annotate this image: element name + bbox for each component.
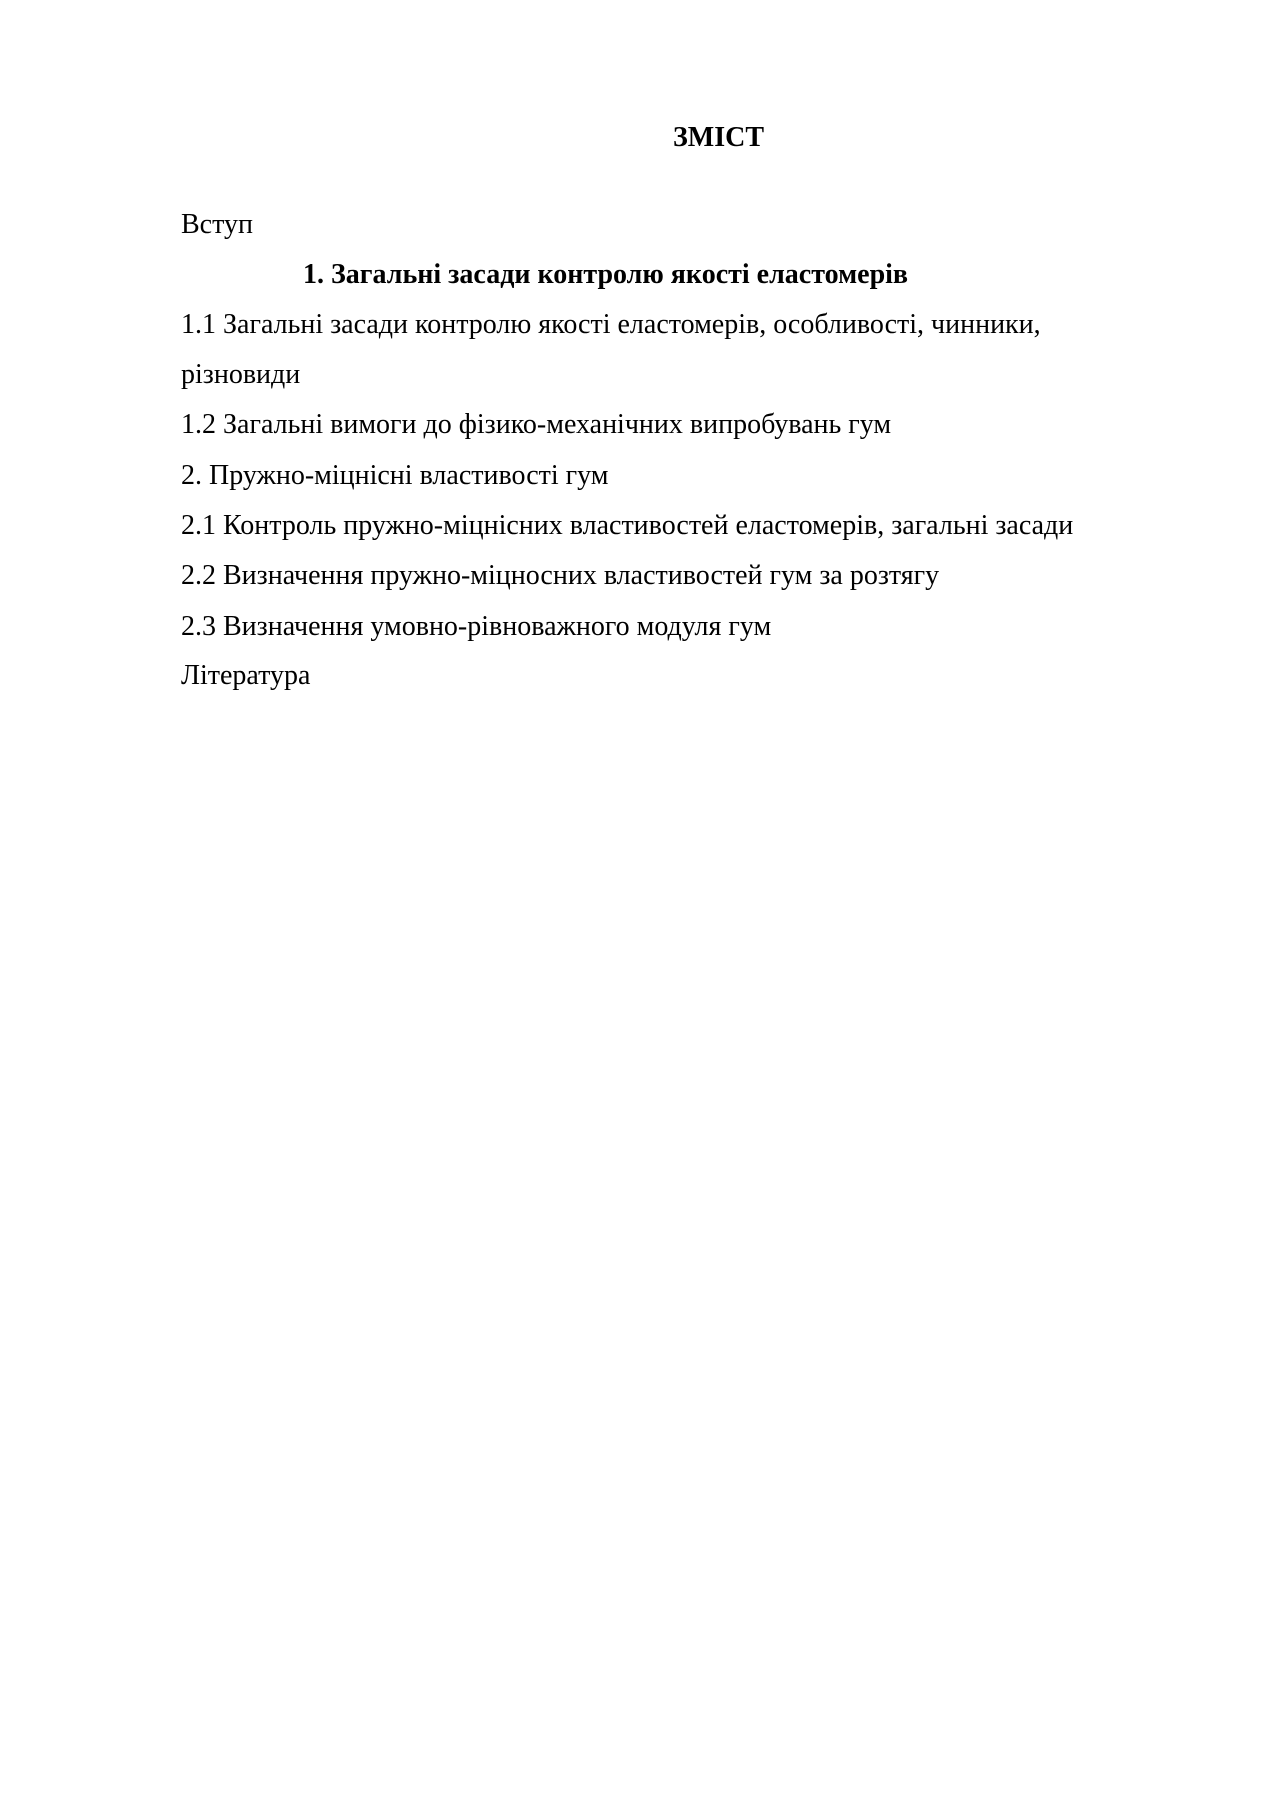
toc-entry-literature: Література xyxy=(181,660,311,691)
toc-entry-2-1: 2.1 Контроль пружно-міцнісних властивостей еластомерів, загальні засади xyxy=(181,510,1074,541)
toc-entry-2: 2. Пружно-міцнісні властивості гум xyxy=(181,460,609,491)
toc-title: ЗМІСТ xyxy=(673,122,764,153)
toc-entry-1-1-continued: різновиди xyxy=(181,359,301,390)
toc-entry-1-1: 1.1 Загальні засади контролю якості еластомерів, особливості, чинники, xyxy=(181,309,1041,340)
toc-entry-2-2: 2.2 Визначення пружно-міцносних властивостей гум за розтягу xyxy=(181,560,940,591)
toc-entry-introduction: Вступ xyxy=(181,209,253,240)
toc-entry-2-3: 2.3 Визначення умовно-рівноважного модуля гум xyxy=(181,611,772,642)
toc-entry-1-2: 1.2 Загальні вимоги до фізико-механічних випробувань гум xyxy=(181,409,892,440)
toc-section-heading-1: 1. Загальні засади контролю якості еластомерів xyxy=(303,259,909,290)
